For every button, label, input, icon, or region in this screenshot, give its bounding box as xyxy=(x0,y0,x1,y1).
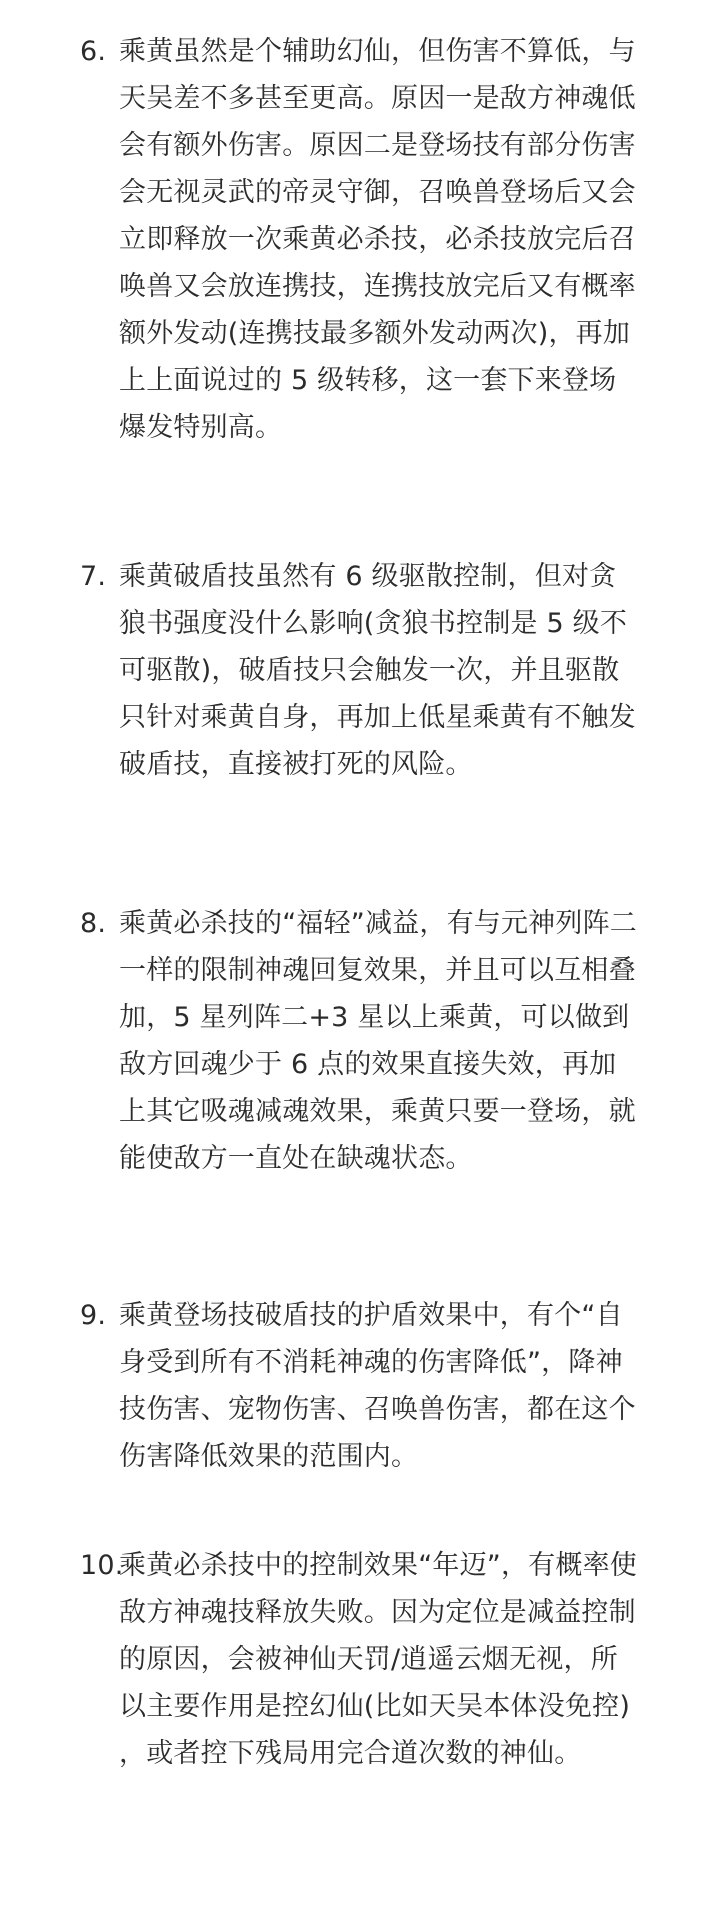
item-number: 8. xyxy=(80,908,107,939)
item-number: 6. xyxy=(80,36,107,67)
item-text: 乘黄登场技破盾技的护盾效果中，有个“自身受到所有不消耗神魂的伤害降低”，降神技伤害、宠物伤害、召唤兽伤害，都在这个伤害降低效果的范围内。 xyxy=(119,1300,636,1472)
list-item-6 xyxy=(80,28,640,451)
item-text: 乘黄破盾技虽然有 6 级驱散控制，但对贪狼书强度没什么影响(贪狼书控制是 5 级不可驱散)，破盾技只会触发一次，并且驱散只针对乘黄自身，再加上低星乘黄有不触发破盾技，直接被打死的风险。 xyxy=(119,561,636,780)
list-item-9 xyxy=(80,1292,640,1480)
item-text: 乘黄必杀技的“福轻”减益，有与元神列阵二一样的限制神魂回复效果，并且可以互相叠加，5 星列阵二+3 星以上乘黄，可以做到敌方回魂少于 6 点的效果直接失效，再加上其它吸魂减魂效果，乘黄只要一登场，就能使敌方一直处在缺魂状态。 xyxy=(119,908,637,1174)
item-number: 9. xyxy=(80,1300,107,1331)
item-text: 乘黄虽然是个辅助幻仙，但伤害不算低，与天吴差不多甚至更高。原因一是敌方神魂低会有额外伤害。原因二是登场技有部分伤害会无视灵武的帝灵守御，召唤兽登场后又会立即释放一次乘黄必杀技，必杀技放完后召唤兽又会放连携技，连携技放完后又有概率额外发动(连携技最多额外发动两次)，再加上上面说过的 5 级转移，这一套下来登场爆发特别高。 xyxy=(119,36,636,443)
list-item-7 xyxy=(80,553,640,788)
list-item-10 xyxy=(80,1542,640,1777)
item-number: 7. xyxy=(80,561,107,592)
item-number: 10. xyxy=(80,1550,124,1581)
item-text: 乘黄必杀技中的控制效果“年迈”，有概率使敌方神魂技释放失败。因为定位是减益控制的原因，会被神仙天罚/逍遥云烟无视，所以主要作用是控幻仙(比如天吴本体没免控)，或者控下残局用完合道次数的神仙。 xyxy=(119,1550,637,1769)
list-item-8 xyxy=(80,900,640,1182)
